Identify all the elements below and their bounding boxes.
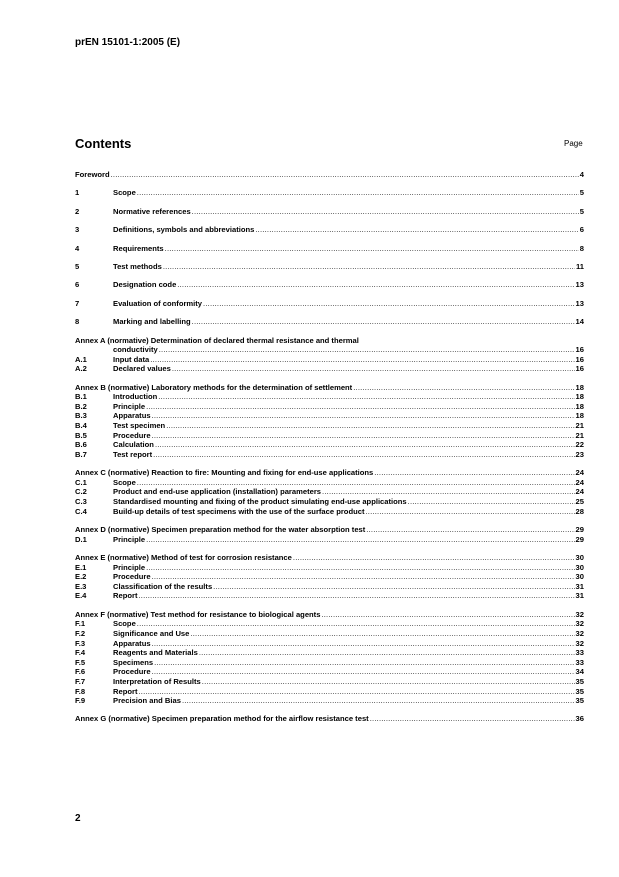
toc-entry-page: 14	[575, 317, 584, 327]
toc-entry[interactable]	[75, 648, 584, 658]
toc-entry-page: 16	[575, 364, 584, 374]
toc-leader-dots	[255, 225, 578, 235]
toc-entry-page: 31	[575, 581, 584, 591]
toc-entry-title: Procedure	[113, 667, 151, 677]
toc-entry-title: Interpretation of Results	[113, 676, 201, 686]
toc-entry-title: Annex A (normative) Determination of declared thermal resistance and thermal	[75, 335, 359, 345]
toc-entry-page: 23	[575, 449, 584, 459]
toc-entry[interactable]	[75, 687, 584, 697]
toc-entry-page: 25	[575, 497, 584, 507]
toc-leader-dots	[146, 563, 574, 573]
toc-entry-page: 28	[575, 506, 584, 516]
toc-entry-number: A.2	[75, 364, 87, 374]
toc-entry-number: 5	[75, 261, 80, 271]
toc-entry[interactable]	[75, 629, 584, 639]
toc-entry[interactable]	[75, 591, 584, 601]
toc-entry-title: Precision and Bias	[113, 696, 181, 706]
toc-entry-number: B.6	[75, 440, 87, 450]
toc-entry[interactable]	[75, 497, 584, 507]
toc-entry-page: 30	[575, 552, 584, 562]
toc-entry[interactable]	[75, 188, 584, 198]
toc-entry-page: 21	[575, 421, 584, 431]
toc-entry[interactable]	[75, 478, 584, 488]
toc-entry[interactable]	[75, 336, 584, 346]
toc-entry-page: 22	[575, 440, 584, 450]
toc-leader-dots	[165, 244, 579, 254]
toc-leader-dots	[163, 262, 575, 272]
toc-entry[interactable]	[75, 244, 584, 254]
toc-leader-dots	[158, 392, 574, 402]
toc-leader-dots	[146, 402, 574, 412]
toc-leader-dots	[353, 383, 574, 393]
toc-entry[interactable]	[75, 392, 584, 402]
toc-entry-page: 35	[575, 676, 584, 686]
toc-entry-title: Introduction	[113, 392, 158, 402]
toc-entry-title: Scope	[113, 477, 136, 487]
toc-entry-title: Principle	[113, 562, 146, 572]
toc-entry-title: Scope	[113, 619, 136, 629]
table-of-contents	[75, 170, 584, 724]
toc-entry[interactable]	[75, 487, 584, 497]
toc-entry-title: Build-up details of test specimens with the use of the surface product	[113, 506, 365, 516]
toc-entry-page: 18	[575, 382, 584, 392]
toc-entry[interactable]	[75, 450, 584, 460]
toc-entry-title: Procedure	[113, 572, 151, 582]
toc-entry-page: 6	[579, 225, 584, 235]
toc-entry-page: 18	[575, 392, 584, 402]
toc-entry-number: F.3	[75, 638, 86, 648]
toc-entry-number: 3	[75, 225, 80, 235]
toc-entry-number: F.2	[75, 628, 86, 638]
toc-entry-number: F.7	[75, 676, 86, 686]
toc-entry-page: 29	[575, 534, 584, 544]
toc-entry-number: F.5	[75, 657, 86, 667]
toc-entry-title: Test report	[113, 449, 153, 459]
toc-entry-number: F.9	[75, 696, 86, 706]
toc-entry-number: C.4	[75, 506, 87, 516]
toc-entry-number: C.2	[75, 487, 87, 497]
toc-entry-number: D.1	[75, 534, 87, 544]
toc-entry-title: Test specimen	[113, 421, 166, 431]
toc-entry[interactable]	[75, 402, 584, 412]
toc-entry-title: Definitions, symbols and abbreviations	[113, 225, 255, 235]
toc-entry-title: Calculation	[113, 440, 154, 450]
toc-leader-dots	[365, 507, 574, 517]
toc-entry[interactable]	[75, 553, 584, 563]
toc-entry-title: Principle	[113, 401, 146, 411]
toc-entry-number: B.4	[75, 421, 87, 431]
toc-entry-number: 1	[75, 188, 80, 198]
toc-leader-dots	[137, 478, 575, 488]
toc-leader-dots	[293, 553, 575, 563]
toc-entry-number: 2	[75, 206, 80, 216]
toc-entry-page: 31	[575, 591, 584, 601]
page-column-label: Page	[564, 139, 583, 148]
toc-entry-title: Principle	[113, 534, 146, 544]
toc-entry-number: A.1	[75, 354, 87, 364]
toc-leader-dots	[213, 582, 574, 592]
toc-entry-page: 30	[575, 572, 584, 582]
toc-entry[interactable]	[75, 507, 584, 517]
toc-leader-dots	[177, 280, 574, 290]
toc-entry-page: 16	[575, 354, 584, 364]
toc-entry[interactable]	[75, 572, 584, 582]
toc-entry[interactable]	[75, 639, 584, 649]
toc-entry-title: Classification of the results	[113, 581, 213, 591]
toc-entry[interactable]	[75, 345, 584, 355]
toc-leader-dots	[408, 497, 575, 507]
toc-entry-title: Significance and Use	[113, 628, 190, 638]
toc-entry-title: Report	[113, 686, 138, 696]
toc-leader-dots	[172, 364, 575, 374]
toc-entry-page: 13	[575, 298, 584, 308]
toc-leader-dots	[190, 629, 574, 639]
toc-entry-number: E.1	[75, 562, 87, 572]
toc-entry-title: Annex B (normative) Laboratory methods for the determination of settlement	[75, 382, 353, 392]
toc-entry-number: B.5	[75, 430, 87, 440]
toc-entry-page: 24	[575, 487, 584, 497]
toc-entry[interactable]	[75, 619, 584, 629]
toc-entry[interactable]	[75, 658, 584, 668]
toc-leader-dots	[150, 355, 574, 365]
toc-entry-page: 18	[575, 411, 584, 421]
toc-entry[interactable]	[75, 714, 584, 724]
toc-entry-page: 16	[575, 345, 584, 355]
toc-entry-title: Annex C (normative) Reaction to fire: Mounting and fixing for end-use applications	[75, 468, 374, 478]
toc-leader-dots	[321, 610, 574, 620]
toc-entry[interactable]	[75, 468, 584, 478]
toc-leader-dots	[366, 525, 574, 535]
toc-entry[interactable]	[75, 207, 584, 217]
toc-entry[interactable]	[75, 696, 584, 706]
toc-entry-number: C.3	[75, 497, 87, 507]
toc-entry-page: 34	[575, 667, 584, 677]
toc-entry[interactable]	[75, 677, 584, 687]
toc-entry-title: Apparatus	[113, 411, 151, 421]
toc-leader-dots	[152, 639, 575, 649]
toc-entry-title: Report	[113, 591, 138, 601]
toc-entry[interactable]	[75, 610, 584, 620]
toc-entry-title: Annex G (normative) Specimen preparation method for the airflow resistance test	[75, 714, 369, 724]
toc-leader-dots	[374, 468, 574, 478]
toc-entry-page: 18	[575, 401, 584, 411]
toc-leader-dots	[322, 487, 575, 497]
toc-leader-dots	[146, 535, 574, 545]
toc-entry-page: 35	[575, 686, 584, 696]
toc-leader-dots	[192, 317, 575, 327]
toc-entry-title: Foreword	[75, 170, 110, 179]
toc-entry[interactable]	[75, 535, 584, 545]
toc-leader-dots	[202, 677, 575, 687]
toc-entry[interactable]	[75, 262, 584, 272]
toc-entry[interactable]	[75, 225, 584, 235]
toc-entry-number: 4	[75, 243, 80, 253]
toc-entry-number: F.1	[75, 619, 86, 629]
toc-entry-number: E.4	[75, 591, 87, 601]
toc-entry-title: Declared values	[113, 364, 171, 374]
toc-entry[interactable]	[75, 525, 584, 535]
toc-entry-page: 5	[579, 206, 584, 216]
toc-entry-page: 29	[575, 525, 584, 534]
toc-leader-dots	[152, 431, 575, 441]
toc-entry-page: 24	[575, 468, 584, 478]
toc-entry-page: 32	[575, 638, 584, 648]
toc-leader-dots	[111, 170, 579, 180]
toc-entry-number: C.1	[75, 477, 87, 487]
toc-leader-dots	[153, 450, 574, 460]
toc-leader-dots	[152, 411, 575, 421]
contents-heading: Contents	[75, 136, 132, 151]
toc-entry[interactable]	[75, 170, 584, 180]
toc-entry-page: 32	[575, 628, 584, 638]
toc-entry-title: Annex F (normative) Test method for resistance to biological agents	[75, 609, 321, 619]
toc-leader-dots	[166, 421, 574, 431]
toc-entry-title: Normative references	[113, 206, 191, 216]
toc-entry-title: Reagents and Materials	[113, 648, 198, 658]
toc-entry-number: B.3	[75, 411, 87, 421]
toc-leader-dots	[203, 299, 575, 309]
toc-entry-title: Requirements	[113, 243, 164, 253]
toc-entry[interactable]	[75, 299, 584, 309]
toc-entry-number: E.2	[75, 572, 87, 582]
toc-entry-number: 7	[75, 298, 80, 308]
toc-entry-title: Standardised mounting and fixing of the product simulating end-use applications	[113, 497, 407, 507]
toc-entry-number: B.1	[75, 392, 87, 402]
toc-leader-dots	[152, 572, 575, 582]
document-id: prEN 15101-1:2005 (E)	[75, 37, 181, 48]
toc-entry-title: Annex E (normative) Method of test for corrosion resistance	[75, 552, 292, 562]
toc-leader-dots	[199, 648, 575, 658]
toc-entry-page: 8	[579, 243, 584, 253]
toc-leader-dots	[155, 440, 575, 450]
toc-entry[interactable]	[75, 355, 584, 365]
toc-entry-page: 32	[575, 609, 584, 619]
toc-entry-title: Annex D (normative) Specimen preparation method for the water absorption test	[75, 525, 366, 534]
toc-leader-dots	[370, 714, 575, 724]
toc-entry-number: 8	[75, 317, 80, 327]
toc-entry-number: F.6	[75, 667, 86, 677]
toc-entry-title: Apparatus	[113, 638, 151, 648]
toc-entry[interactable]	[75, 431, 584, 441]
toc-entry[interactable]	[75, 582, 584, 592]
toc-entry-title: conductivity	[113, 345, 158, 355]
toc-entry[interactable]	[75, 421, 584, 431]
toc-entry[interactable]	[75, 383, 584, 393]
toc-entry[interactable]	[75, 440, 584, 450]
toc-entry-page: 4	[579, 170, 584, 179]
toc-entry-page: 35	[575, 696, 584, 706]
toc-entry[interactable]	[75, 317, 584, 327]
toc-entry-page: 5	[579, 188, 584, 198]
toc-entry-number: F.4	[75, 648, 86, 658]
toc-entry-title: Scope	[113, 188, 136, 198]
toc-entry[interactable]	[75, 411, 584, 421]
toc-entry-title: Marking and labelling	[113, 317, 191, 327]
toc-entry-number: F.8	[75, 686, 86, 696]
toc-entry-number: E.3	[75, 581, 87, 591]
toc-leader-dots	[152, 667, 575, 677]
toc-leader-dots	[182, 696, 575, 706]
toc-entry-page: 21	[575, 430, 584, 440]
toc-entry-title: Product and end-use application (installation) parameters	[113, 487, 322, 497]
page-number: 2	[75, 813, 81, 824]
toc-entry-page: 36	[575, 714, 584, 724]
toc-entry-page: 13	[575, 280, 584, 290]
toc-entry-page: 30	[575, 562, 584, 572]
toc-entry-page: 24	[575, 477, 584, 487]
toc-entry-page: 33	[575, 657, 584, 667]
toc-entry-title: Input data	[113, 354, 150, 364]
toc-entry[interactable]	[75, 667, 584, 677]
toc-entry-title: Test methods	[113, 261, 162, 271]
toc-entry[interactable]	[75, 364, 584, 374]
toc-leader-dots	[137, 619, 575, 629]
toc-leader-dots	[138, 591, 574, 601]
toc-entry-number: B.2	[75, 401, 87, 411]
toc-entry[interactable]	[75, 280, 584, 290]
toc-entry-title: Procedure	[113, 430, 151, 440]
toc-entry-title: Specimens	[113, 657, 154, 667]
toc-leader-dots	[138, 687, 574, 697]
toc-entry-page: 33	[575, 648, 584, 658]
toc-entry-number: 6	[75, 280, 80, 290]
toc-entry-page: 11	[575, 261, 584, 271]
toc-leader-dots	[159, 345, 575, 355]
toc-leader-dots	[192, 207, 579, 217]
toc-leader-dots	[154, 658, 574, 668]
toc-entry-title: Evaluation of conformity	[113, 298, 203, 308]
toc-entry-number: B.7	[75, 449, 87, 459]
toc-entry-page: 32	[575, 619, 584, 629]
toc-entry-title: Designation code	[113, 280, 177, 290]
toc-leader-dots	[137, 188, 579, 198]
toc-entry[interactable]	[75, 563, 584, 573]
